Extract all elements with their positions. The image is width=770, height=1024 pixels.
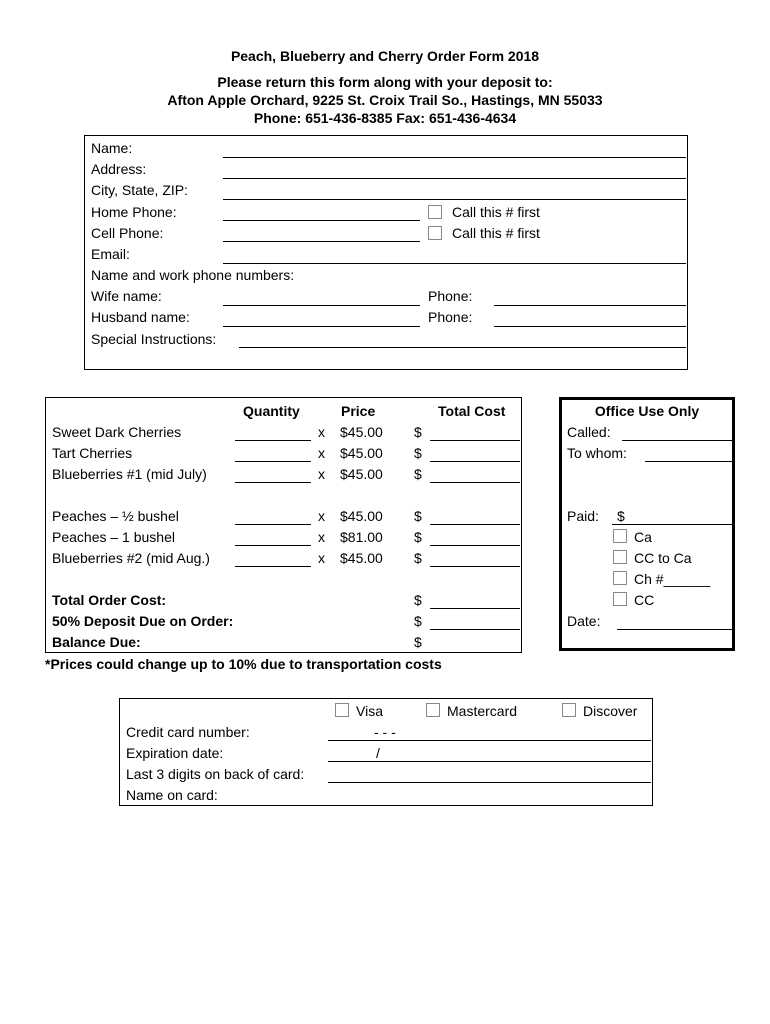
expiration-field[interactable] bbox=[328, 761, 651, 762]
order-quantity-field[interactable] bbox=[235, 566, 311, 567]
order-quantity-field[interactable] bbox=[235, 524, 311, 525]
order-quantity-field[interactable] bbox=[235, 545, 311, 546]
office-date-label: Date: bbox=[567, 613, 601, 629]
last3-label: Last 3 digits on back of card: bbox=[126, 766, 305, 782]
orchard-contact: Phone: 651-436-8385 Fax: 651-436-4634 bbox=[253, 110, 517, 126]
order-item-name: Blueberries #2 (mid Aug.) bbox=[52, 550, 210, 566]
office-option-label: CC bbox=[634, 592, 655, 608]
home-call-first-checkbox[interactable] bbox=[428, 205, 442, 219]
order-total-field[interactable] bbox=[430, 440, 520, 441]
home-call-first-label: Call this # first bbox=[452, 204, 540, 220]
city-field[interactable] bbox=[223, 199, 686, 200]
card-number-field[interactable] bbox=[328, 740, 651, 741]
email-label: Email: bbox=[91, 246, 130, 262]
work-numbers-label: Name and work phone numbers: bbox=[91, 267, 295, 283]
order-item-name: Peaches – 1 bushel bbox=[52, 529, 175, 545]
office-option-checkbox[interactable] bbox=[613, 550, 627, 564]
name-label: Name: bbox=[91, 140, 133, 156]
order-times-sign: x bbox=[318, 466, 325, 482]
office-option-label: Ca bbox=[634, 529, 652, 545]
city-label: City, State, ZIP: bbox=[91, 182, 188, 198]
office-option-checkbox[interactable] bbox=[613, 592, 627, 606]
order-quantity-field[interactable] bbox=[235, 461, 311, 462]
called-field[interactable] bbox=[622, 440, 732, 441]
order-item-price: $45.00 bbox=[340, 508, 383, 524]
order-total-field[interactable] bbox=[430, 524, 520, 525]
office-date-field[interactable] bbox=[617, 629, 732, 630]
office-option-label: Ch #______ bbox=[634, 571, 711, 587]
husband-phone-label: Phone: bbox=[428, 309, 473, 325]
deposit-field[interactable] bbox=[430, 629, 520, 630]
order-total-dollar: $ bbox=[414, 550, 422, 566]
email-field[interactable] bbox=[223, 263, 686, 264]
cell-call-first-label: Call this # first bbox=[452, 225, 540, 241]
card-number-label: Credit card number: bbox=[126, 724, 250, 740]
total-order-label: Total Order Cost: bbox=[52, 592, 167, 608]
order-total-field[interactable] bbox=[430, 566, 520, 567]
address-label: Address: bbox=[91, 161, 147, 177]
deposit-label: 50% Deposit Due on Order: bbox=[52, 613, 234, 629]
husband-phone-field[interactable] bbox=[494, 326, 686, 327]
total-order-dollar: $ bbox=[414, 592, 422, 608]
order-total-dollar: $ bbox=[414, 508, 422, 524]
wife-name-label: Wife name: bbox=[91, 288, 162, 304]
mastercard-checkbox[interactable] bbox=[426, 703, 440, 717]
expiration-label: Expiration date: bbox=[126, 745, 224, 761]
home-phone-field[interactable] bbox=[223, 220, 420, 221]
price-header: Price bbox=[341, 403, 376, 419]
quantity-header: Quantity bbox=[243, 403, 300, 419]
cell-call-first-checkbox[interactable] bbox=[428, 226, 442, 240]
order-total-dollar: $ bbox=[414, 424, 422, 440]
office-option-checkbox[interactable] bbox=[613, 571, 627, 585]
order-item-name: Tart Cherries bbox=[52, 445, 133, 461]
order-item-price: $45.00 bbox=[340, 466, 383, 482]
office-option-checkbox[interactable] bbox=[613, 529, 627, 543]
name-on-card-label: Name on card: bbox=[126, 787, 218, 803]
order-item-name: Peaches – ½ bushel bbox=[52, 508, 179, 524]
total-order-field[interactable] bbox=[430, 608, 520, 609]
paid-dollar: $ bbox=[617, 508, 625, 524]
total-cost-header: Total Cost bbox=[438, 403, 506, 419]
address-field[interactable] bbox=[223, 178, 686, 179]
order-total-field[interactable] bbox=[430, 482, 520, 483]
order-total-dollar: $ bbox=[414, 466, 422, 482]
mastercard-label: Mastercard bbox=[447, 703, 518, 719]
called-label: Called: bbox=[567, 424, 611, 440]
to-whom-label: To whom: bbox=[567, 445, 627, 461]
expiration-slash: / bbox=[376, 745, 380, 761]
special-instructions-field[interactable] bbox=[239, 347, 686, 348]
form-title: Peach, Blueberry and Cherry Order Form 2018 bbox=[230, 48, 540, 64]
order-item-price: $45.00 bbox=[340, 424, 383, 440]
cell-phone-field[interactable] bbox=[223, 241, 420, 242]
discover-checkbox[interactable] bbox=[562, 703, 576, 717]
order-quantity-field[interactable] bbox=[235, 482, 311, 483]
visa-label: Visa bbox=[356, 703, 383, 719]
cell-phone-label: Cell Phone: bbox=[91, 225, 164, 241]
order-times-sign: x bbox=[318, 445, 325, 461]
home-phone-label: Home Phone: bbox=[91, 204, 177, 220]
order-item-name: Blueberries #1 (mid July) bbox=[52, 466, 207, 482]
order-total-dollar: $ bbox=[414, 529, 422, 545]
order-item-price: $81.00 bbox=[340, 529, 383, 545]
wife-name-field[interactable] bbox=[223, 305, 420, 306]
order-total-field[interactable] bbox=[430, 461, 520, 462]
wife-phone-field[interactable] bbox=[494, 305, 686, 306]
order-times-sign: x bbox=[318, 550, 325, 566]
husband-name-field[interactable] bbox=[223, 326, 420, 327]
balance-label: Balance Due: bbox=[52, 634, 141, 650]
order-total-dollar: $ bbox=[414, 445, 422, 461]
balance-dollar: $ bbox=[414, 634, 422, 650]
discover-label: Discover bbox=[583, 703, 638, 719]
wife-phone-label: Phone: bbox=[428, 288, 473, 304]
order-times-sign: x bbox=[318, 508, 325, 524]
card-number-dashes: - - - bbox=[374, 724, 396, 740]
husband-name-label: Husband name: bbox=[91, 309, 190, 325]
orchard-address: Afton Apple Orchard, 9225 St. Croix Trail So., Hastings, MN 55033 bbox=[167, 92, 603, 108]
return-instructions: Please return this form along with your deposit to: bbox=[217, 74, 553, 90]
office-option-label: CC to Ca bbox=[634, 550, 692, 566]
visa-checkbox[interactable] bbox=[335, 703, 349, 717]
price-change-note: *Prices could change up to 10% due to transportation costs bbox=[45, 656, 442, 672]
paid-field[interactable] bbox=[612, 524, 732, 525]
order-times-sign: x bbox=[318, 529, 325, 545]
office-use-title: Office Use Only bbox=[594, 403, 700, 419]
name-field[interactable] bbox=[223, 157, 686, 158]
paid-label: Paid: bbox=[567, 508, 599, 524]
to-whom-field[interactable] bbox=[645, 461, 732, 462]
order-times-sign: x bbox=[318, 424, 325, 440]
deposit-dollar: $ bbox=[414, 613, 422, 629]
order-quantity-field[interactable] bbox=[235, 440, 311, 441]
last3-field[interactable] bbox=[328, 782, 651, 783]
order-total-field[interactable] bbox=[430, 545, 520, 546]
order-item-price: $45.00 bbox=[340, 550, 383, 566]
order-item-price: $45.00 bbox=[340, 445, 383, 461]
order-item-name: Sweet Dark Cherries bbox=[52, 424, 182, 440]
special-instructions-label: Special Instructions: bbox=[91, 331, 217, 347]
